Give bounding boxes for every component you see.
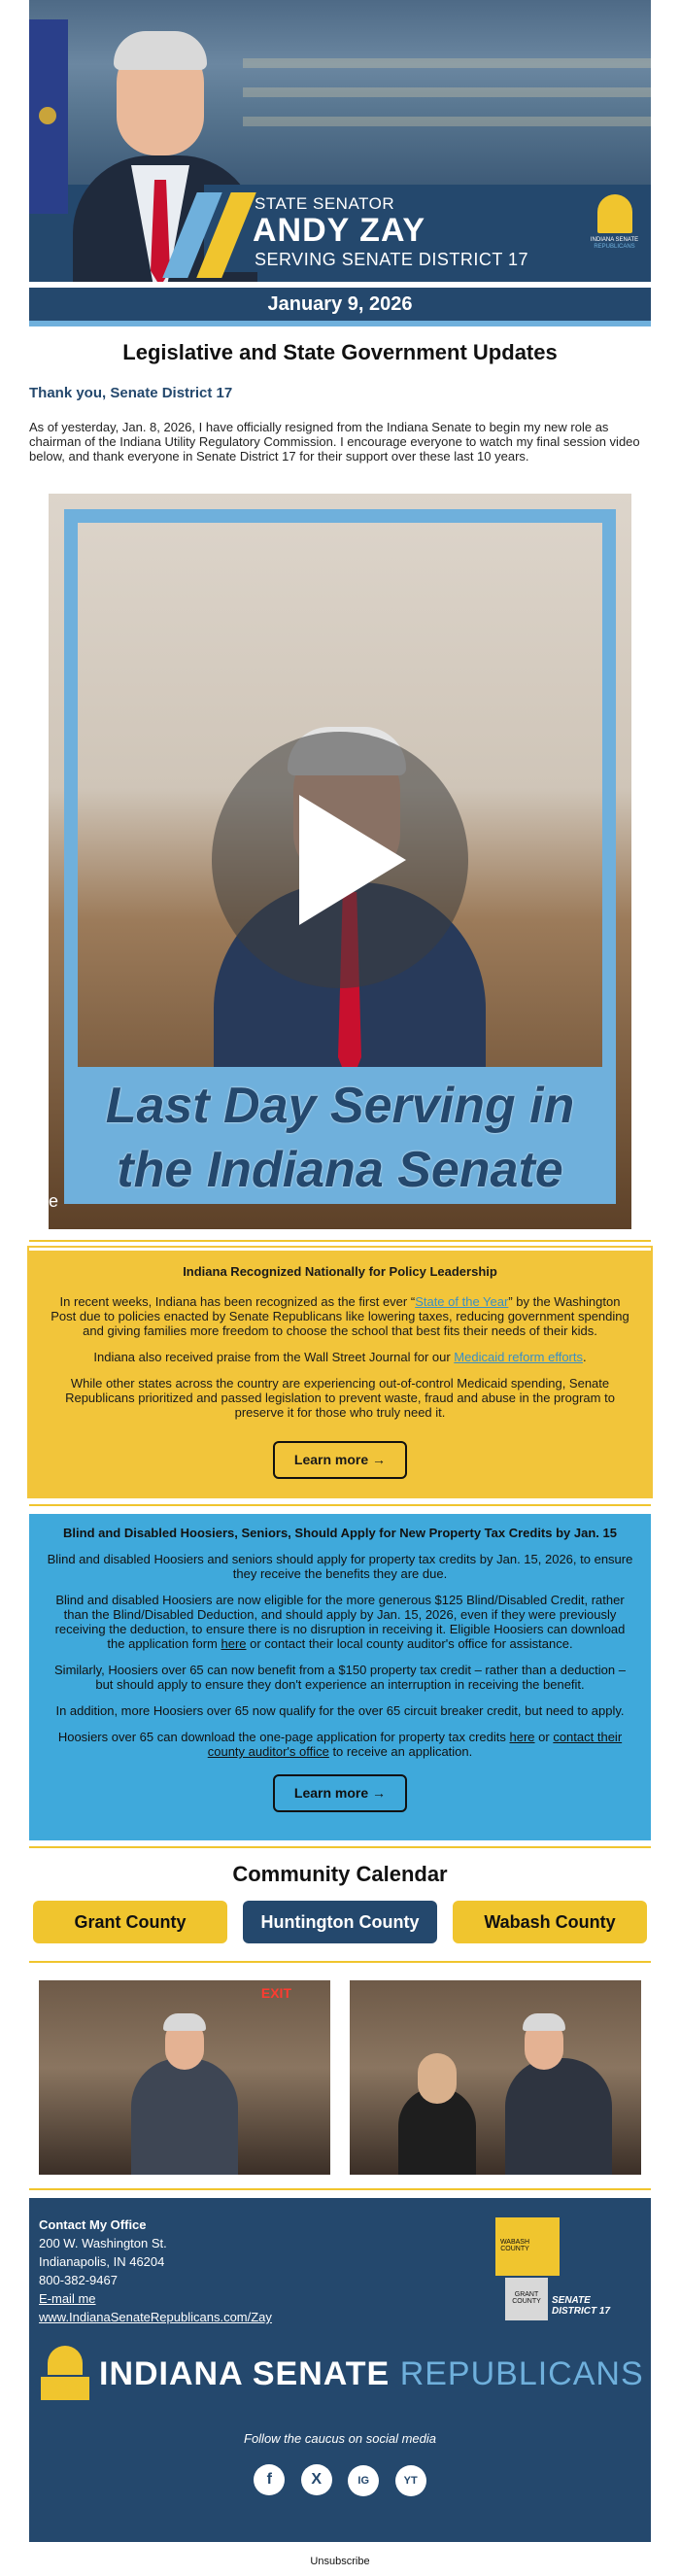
tax-learn-more-button[interactable]: Learn more → — [273, 1774, 407, 1812]
page-title: Legislative and State Government Updates — [122, 340, 558, 364]
video-corner-text: e — [49, 1191, 59, 1211]
instagram-icon[interactable]: IG — [348, 2465, 379, 2496]
social-links — [29, 2464, 651, 2496]
photo-senate-floor — [39, 1980, 330, 2175]
facebook-icon[interactable]: f — [254, 2464, 285, 2495]
county-auditor-link[interactable]: contact their county auditor's office — [207, 1730, 623, 1759]
address-line-2: Indianapolis, IN 46204 — [39, 2254, 165, 2269]
capitol-dome-icon — [597, 194, 632, 233]
tax-paragraph-4: In addition, more Hoosiers over 65 now qualify for the over 65 circuit breaker credit, but need to apply. — [55, 1703, 625, 1718]
tax-heading: Blind and Disabled Hoosiers, Seniors, Should Apply for New Property Tax Credits by Jan. 15 — [63, 1526, 617, 1540]
tax-paragraph-3: Similarly, Hoosiers over 65 can now benefit from a $150 property tax credit – rather than a deduction – but should apply to ensure they don't experience an interruption in receiving the benefit. — [54, 1663, 626, 1692]
indiana-flag — [29, 19, 68, 214]
follow-text: Follow the caucus on social media — [244, 2431, 436, 2446]
capitol-dome-icon — [41, 2346, 89, 2404]
unsubscribe-link[interactable]: Unsubscribe — [310, 2556, 370, 2567]
phone-number: 800-382-9467 — [39, 2273, 118, 2287]
intro-paragraph: As of yesterday, Jan. 8, 2026, I have officially resigned from the Indiana Senate to begin my new role as chairman of the Indiana Utility Regulatory Commission. I encourage everyone to watch my final session video below, and thank everyone in Senate District 17 for their support over these last 10 years. — [29, 420, 640, 464]
exit-sign: EXIT — [260, 1985, 291, 2001]
caucus-logo: INDIANA SENATE REPUBLICANS — [588, 194, 641, 272]
photo-senator-reading — [350, 1980, 641, 2175]
state-of-the-year-link[interactable]: State of the Year — [415, 1294, 509, 1309]
video-caption-line1: Last Day Serving in — [105, 1078, 575, 1134]
video-player[interactable] — [49, 494, 631, 1229]
date-band — [29, 282, 651, 326]
tax-paragraph-2: Blind and disabled Hoosiers are now eligible for the more generous $125 Blind/Disabled Credit, rather than the Blind/Disabled Deduction, and should apply by Jan. 15, 2026, even if they were previously receiving the deduction, to ensure there is no disruption in receiving it. Eligible Hoosiers can download the application form here or contact their local county auditor's office for assistance. — [54, 1593, 626, 1651]
policy-heading: Indiana Recognized Nationally for Policy Leadership — [183, 1264, 497, 1279]
map-grant-county: GRANT COUNTY — [505, 2278, 548, 2320]
header-banner — [29, 0, 651, 282]
x-icon[interactable]: X — [301, 2464, 332, 2495]
contact-heading: Contact My Office — [39, 2217, 147, 2232]
senator-name: ANDY ZAY — [253, 212, 426, 249]
medicaid-reform-link[interactable]: Medicaid reform efforts — [454, 1350, 583, 1364]
website-link[interactable]: www.IndianaSenateRepublicans.com/Zay — [39, 2310, 272, 2324]
one-page-application-link[interactable]: here — [509, 1730, 535, 1744]
policy-learn-more-button[interactable]: Learn more → — [273, 1441, 407, 1479]
policy-paragraph-3: While other states across the country are experiencing out-of-control Medicaid spending, Senate Republicans prioritized and passed legislation to prevent waste, fraud and abuse in the program to preserve it for those who truly need it. — [65, 1376, 615, 1420]
tax-paragraph-5: Hoosiers over 65 can download the one-page application for property tax credits here or contact their county auditor's office to receive an application. — [57, 1730, 623, 1759]
policy-leadership-box — [29, 1248, 651, 1496]
policy-paragraph-2: Indiana also received praise from the Wall Street Journal for our Medicaid reform efforts. — [93, 1350, 587, 1364]
section-subheading: Thank you, Senate District 17 — [29, 385, 233, 401]
footer — [29, 2198, 651, 2542]
district-line: SERVING SENATE DISTRICT 17 — [255, 250, 529, 269]
caucus-brand: INDIANA SENATE REPUBLICANS — [99, 2355, 644, 2392]
play-icon[interactable] — [212, 732, 468, 988]
tax-paragraph-1: Blind and disabled Hoosiers and seniors should apply for property tax credits by Jan. 15, 2026, to ensure they receive the benefits they are due. — [47, 1552, 633, 1581]
map-label: SENATE DISTRICT 17 — [552, 2295, 611, 2317]
tab-grant-county[interactable]: Grant County — [33, 1901, 227, 1943]
contact-info — [39, 2215, 272, 2326]
tab-huntington-county[interactable]: Huntington County — [243, 1901, 437, 1943]
email-link[interactable]: E-mail me — [39, 2291, 96, 2306]
newsletter-date: January 9, 2026 — [267, 293, 413, 315]
youtube-icon[interactable]: YT — [395, 2465, 426, 2496]
address-line-1: 200 W. Washington St. — [39, 2236, 167, 2250]
district-map — [486, 2217, 611, 2324]
policy-paragraph-1: In recent weeks, Indiana has been recognized as the first ever “State of the Year” by the Washington Post due to policies enacted by Senate Republicans like lowering taxes, reducing government spending and giving families more freedom to choose the school that best fits their needs of their kids. — [51, 1294, 629, 1338]
title-small: STATE SENATOR — [255, 194, 395, 213]
video-caption-line2: the Indiana Senate — [117, 1142, 563, 1198]
calendar-heading: Community Calendar — [232, 1862, 448, 1886]
tab-wabash-county[interactable]: Wabash County — [453, 1901, 647, 1943]
map-wabash-county: WABASH COUNTY — [495, 2217, 534, 2276]
property-tax-box — [29, 1514, 651, 1840]
application-form-link[interactable]: here — [221, 1636, 247, 1651]
